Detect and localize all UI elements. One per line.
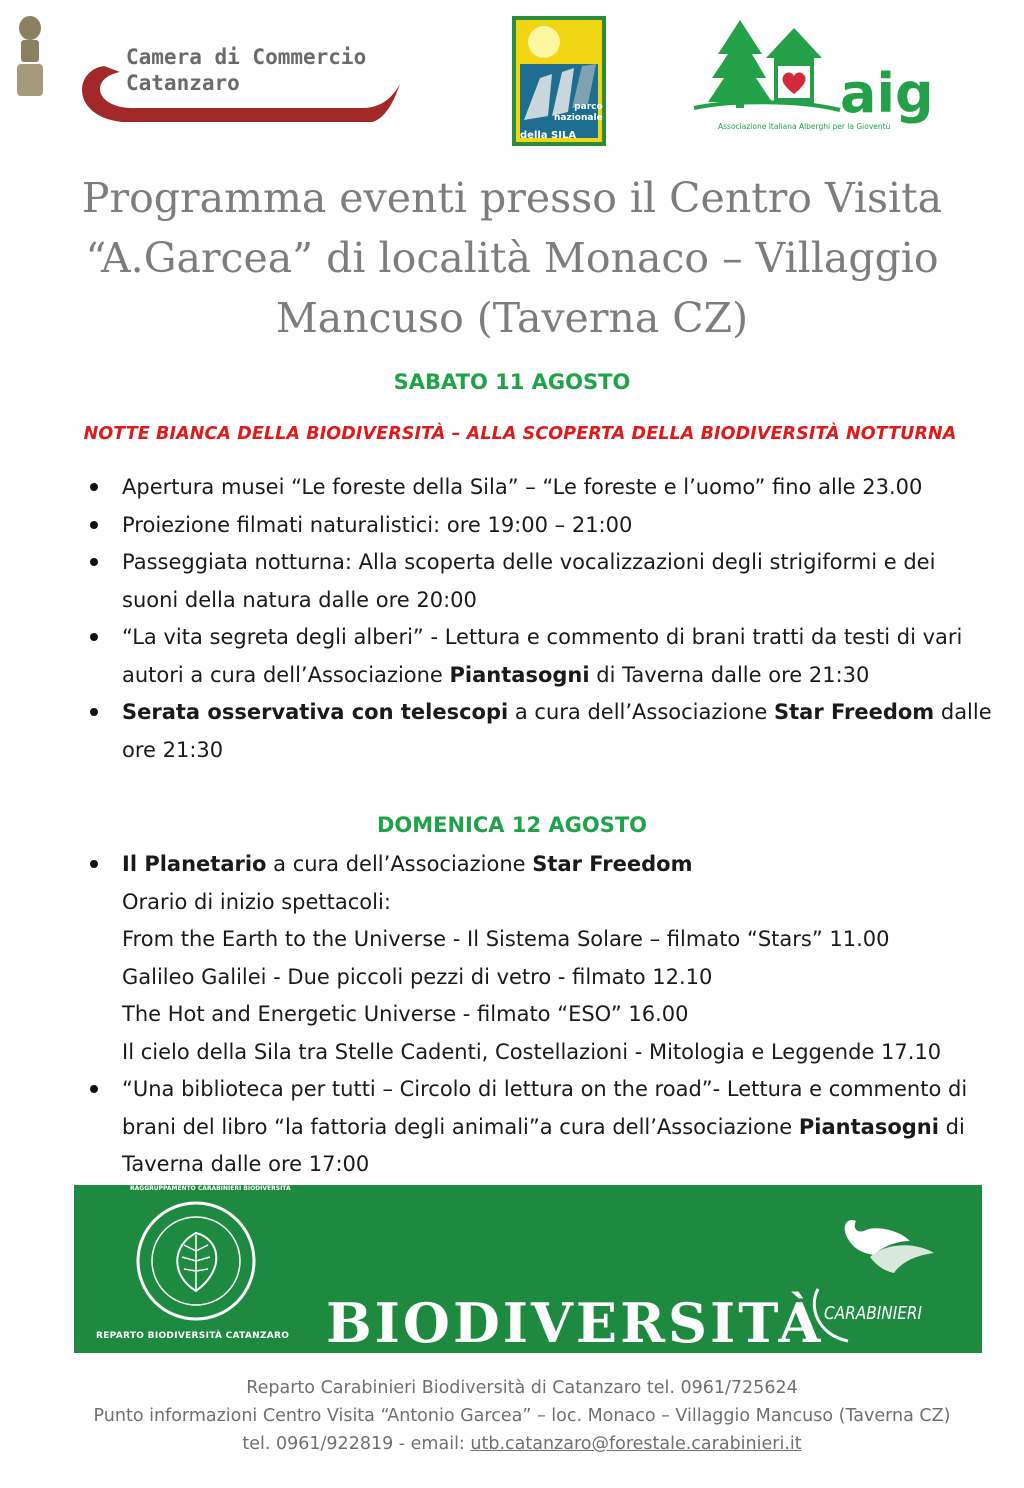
footer-email-link[interactable]: utb.catanzaro@forestale.carabinieri.it <box>470 1434 802 1454</box>
aig-logo <box>690 14 940 140</box>
page-title <box>80 168 944 348</box>
day1-event-list <box>88 469 998 769</box>
seal-caption: REPARTO BIODIVERSITÀ CATANZARO <box>96 1331 290 1341</box>
day1-heading: SABATO 11 AGOSTO <box>393 370 631 394</box>
list-item: “La vita segreta degli alberi” - Lettura e commento di brani tratti da testi di vari autori a cura dell’Associazione Piantasogni di Taverna dalle ore 21:30 <box>88 619 998 694</box>
list-item: Apertura musei “Le foreste della Sila” – “Le foreste e l’uomo” fino alle 23.00 <box>88 469 998 507</box>
list-item: Il Planetario a cura dell’Associazione Star Freedom Orario di inizio spettacoli: From the Earth to the Universe - Il Sistema Solare – filmato “Stars” 11.00 Galileo Galilei - Due piccoli pezzi di vetro - filmato 12.10 The Hot and Energetic Universe - filmato “ESO” 16.00 Il cielo della Sila tra Stelle Cadenti, Costellazioni - Mitologia e Leggende 17.10 <box>88 846 998 1071</box>
carabinieri-label: CARABINIERI <box>824 1303 923 1324</box>
footer-line2: Punto informazioni Centro Visita “Antonio Garcea” – loc. Monaco – Villaggio Mancuso (Taverna CZ) <box>93 1406 951 1426</box>
parco-sila-logo <box>512 16 606 146</box>
schedule-line: From the Earth to the Universe - Il Sistema Solare – filmato “Stars” 11.00 <box>122 927 890 951</box>
schedule-line: Il cielo della Sila tra Stelle Cadenti, Costellazioni - Mitologia e Leggende 17.10 <box>122 1039 942 1064</box>
cciaa-name-line2: Catanzaro <box>126 71 240 95</box>
carabinieri-logo <box>778 1195 968 1345</box>
day2-event-list <box>88 846 998 1184</box>
biodiversity-banner <box>74 1185 982 1353</box>
cciaa-name-line1: Camera di Commercio <box>126 45 367 69</box>
sila-line1: parco <box>574 102 603 112</box>
footer-contacts <box>40 1374 1004 1458</box>
sila-line2: nazionale <box>554 113 603 123</box>
camera-commercio-logo <box>12 8 402 136</box>
aig-tagline: Associazione Italiana Alberghi per la Gioventù <box>718 122 891 131</box>
schedule-line: Orario di inizio spettacoli: <box>122 889 391 914</box>
title-line2: “A.Garcea” di località Monaco – Villaggio <box>85 234 939 282</box>
day2-heading: DOMENICA 12 AGOSTO <box>376 813 648 837</box>
aig-wordmark: aig <box>840 62 934 125</box>
footer-phone: tel. 0961/922819 - email: <box>242 1434 471 1454</box>
sila-line3: della SILA <box>520 130 577 141</box>
schedule-line: Galileo Galilei - Due piccoli pezzi di vetro - filmato 12.10 <box>122 964 713 989</box>
footer-line1: Reparto Carabinieri Biodiversità di Catanzaro tel. 0961/725624 <box>246 1378 798 1398</box>
banner-title: BIODIVERSITÀ <box>326 1291 824 1353</box>
title-line3: Mancuso (Taverna CZ) <box>275 294 749 342</box>
list-item: Serata osservativa con telescopi a cura dell’Associazione Star Freedom dalle ore 21:30 <box>88 694 998 769</box>
title-line1: Programma eventi presso il Centro Visita <box>81 174 943 222</box>
list-item: “Una biblioteca per tutti – Circolo di lettura on the road”- Lettura e commento di brani del libro “la fattoria degli animali”a cura dell’Associazione Piantasogni di Taverna dalle ore 17:00 <box>88 1071 998 1184</box>
parco-sila-emblem-icon <box>512 16 606 146</box>
list-item: Proiezione filmati naturalistici: ore 19:00 – 21:00 <box>88 507 998 545</box>
seal-outer-text: RAGGRUPPAMENTO CARABINIERI BIODIVERSITÀ <box>130 1185 291 1192</box>
day1-subtitle: NOTTE BIANCA DELLA BIODIVERSITÀ – ALLA SCOPERTA DELLA BIODIVERSITÀ NOTTURNA <box>83 424 957 444</box>
carabinieri-biodiversita-seal-icon <box>96 1195 296 1345</box>
schedule-line: The Hot and Energetic Universe - filmato “ESO” 16.00 <box>122 1002 689 1026</box>
list-item: Passeggiata notturna: Alla scoperta delle vocalizzazioni degli strigiformi e dei suoni della natura dalle ore 20:00 <box>88 544 998 619</box>
